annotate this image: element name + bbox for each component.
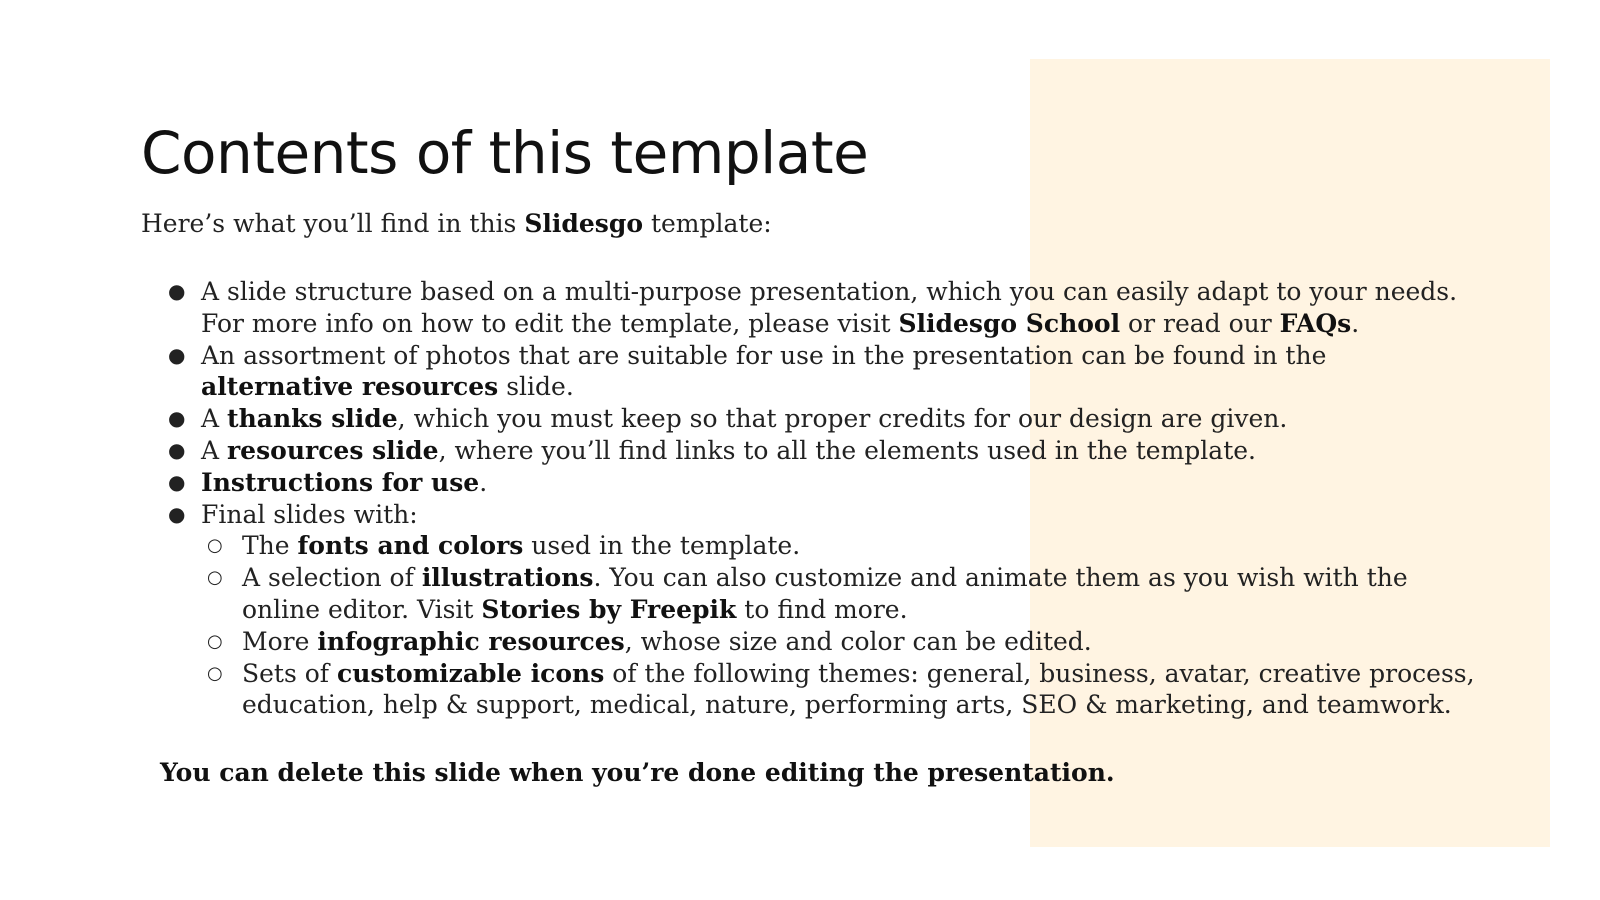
sub-bullet-text-segment: of the following themes: general, business, avatar, creative process, education, help & support, medical, nature, performing arts, SEO & marketing, and teamwork. [242,658,1475,720]
bullet-text-segment: . [479,467,488,497]
sub-bullet-text [242,659,1475,720]
bullet-text [201,341,1326,402]
sub-bullet-icon: ○ [207,535,223,557]
bullet-text-bold: alternative resources [201,372,499,402]
bullet-text-bold: Instructions for use [201,467,480,497]
bullet-text-bold: FAQs [1279,308,1352,338]
bullet-text-bold: resources slide [227,435,439,465]
bullet-item [141,276,1481,340]
sub-bullet-text-bold: customizable icons [337,658,605,688]
sub-bullet-text-segment: A selection of [242,563,422,593]
bullet-icon: ● [168,342,186,367]
sub-bullet-item [201,658,1481,722]
bullet-icon: ● [168,437,186,462]
contents-bullet-list [141,276,1481,721]
bullet-text-segment: slide. [498,372,574,402]
sub-bullet-text [242,563,1408,624]
sub-bullet-text-segment: , whose size and color can be edited. [624,626,1092,656]
sub-bullet-text-segment: . You can also customize and animate them as you wish with the online editor. Visit [242,563,1408,624]
bullet-text [201,404,1287,433]
intro-text-before: Here’s what you’ll find in this [141,209,525,238]
bullet-text-segment: A [201,404,228,434]
bullet-item [141,499,1481,722]
sub-bullet-text [242,627,1092,656]
sub-bullet-list [201,530,1481,721]
bullet-text-bold: thanks slide [227,404,398,434]
sub-bullet-text-segment: More [242,626,318,656]
sub-bullet-icon: ○ [207,662,223,684]
intro-text-after: template: [643,209,772,238]
bullet-text-segment: Final slides with: [201,499,418,529]
bullet-icon: ● [168,279,186,303]
sub-bullet-text-bold: infographic resources [317,626,625,656]
bullet-text-segment: , which you must keep so that proper credits for our design are given. [397,404,1288,434]
bullet-item [141,403,1481,435]
bullet-text-segment: or read our [1120,308,1280,338]
sub-bullet-text-bold: fonts and colors [297,531,524,561]
bullet-text-segment: A [201,435,228,465]
bullet-text-segment: An assortment of photos that are suitable for use in the presentation can be found in the [201,340,1327,370]
bullet-icon: ● [168,469,186,494]
bullet-text-segment: . [1351,308,1360,338]
sub-bullet-item [201,626,1481,658]
bullet-item [141,435,1481,467]
sub-bullet-text [242,531,800,560]
intro-text [141,208,1481,240]
bullet-icon: ● [168,406,186,431]
sub-bullet-text-segment: used in the template. [523,531,801,561]
bullet-item [141,467,1481,499]
sub-bullet-text-segment: Sets of [242,658,337,688]
bullet-text-segment: , where you’ll find links to all the elements used in the template. [438,435,1256,465]
bullet-text [201,500,418,529]
bullet-text [201,277,1457,338]
sub-bullet-text-segment: to find more. [736,594,908,624]
sub-bullet-text-segment: The [242,531,298,561]
sub-bullet-text-bold: Stories by Freepik [481,594,737,624]
intro-text-bold: Slidesgo [524,209,643,238]
footer-note: You can delete this slide when you’re done editing the presentation. [160,758,1115,788]
sub-bullet-item [201,530,1481,562]
bullet-text [201,468,487,497]
bullet-icon: ● [168,501,186,526]
slide-title: Contents of this template [141,119,869,187]
sub-bullet-item [201,562,1481,626]
bullet-text-bold: Slidesgo School [898,308,1121,338]
bullet-item [141,340,1481,404]
bullet-text [201,436,1256,465]
slide-content [141,108,1481,789]
sub-bullet-text-bold: illustrations [421,563,594,593]
bullet-text-segment: A slide structure based on a multi-purpose presentation, which you can easily adapt to your needs. For more info on how to edit the template, please visit [201,277,1458,338]
sub-bullet-icon: ○ [207,567,223,589]
sub-bullet-icon: ○ [207,630,223,652]
